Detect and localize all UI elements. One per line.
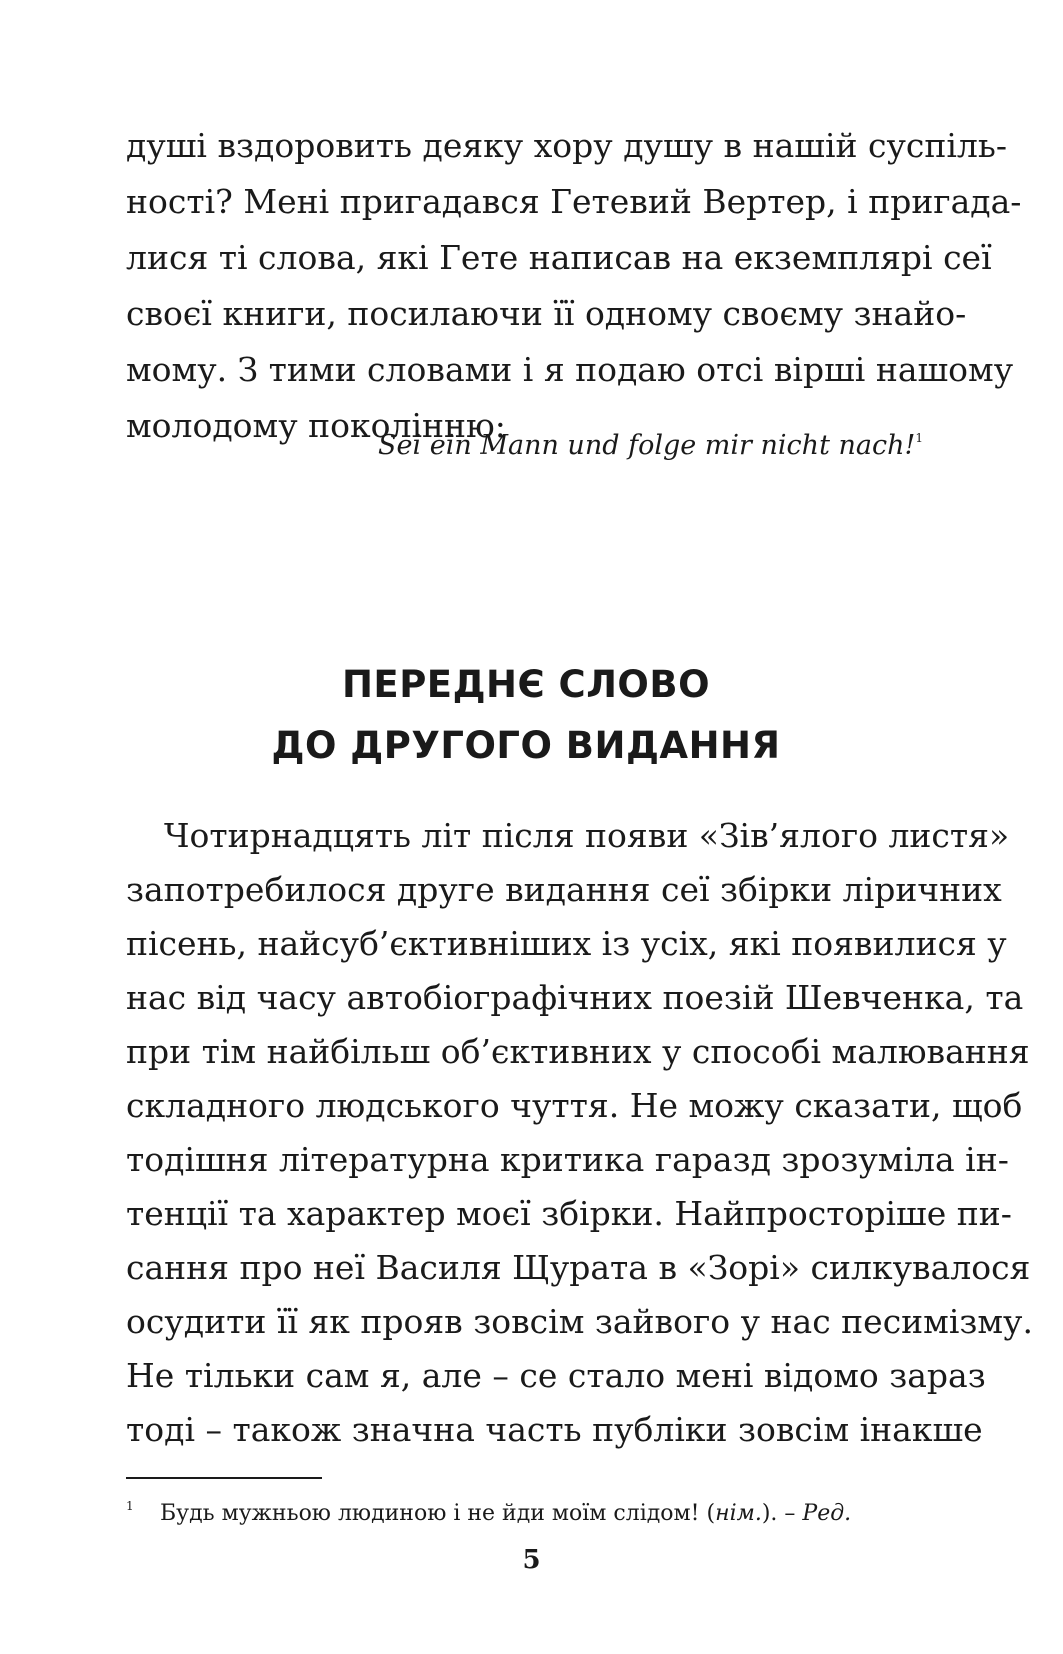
text-line: своєї книги, посилаючи її одному своєму знайо- [126, 294, 967, 333]
text-line: мому. З тими словами і я подаю отсі вірші нашому [126, 350, 1014, 389]
text-line: сання про неї Василя Щурата в «Зорі» силкувалося [126, 1248, 1031, 1287]
epigraph-footnote-mark: 1 [915, 431, 923, 445]
text-line: лися ті слова, які Гете написав на екземплярі сеї [126, 238, 992, 277]
footnote [126, 1488, 926, 1532]
text-line: Не тільки сам я, але – се стало мені відомо зараз [126, 1356, 986, 1395]
text-line: запотребилося друге видання сеї збірки ліричних [126, 870, 1002, 909]
epigraph [378, 418, 923, 466]
text-line: осудити її як прояв зовсім зайвого у нас песимізму. [126, 1302, 1033, 1341]
footnote-lang: нім. [715, 1501, 762, 1526]
text-line: Чотирнадцять літ після появи «Зів’ялого листя» [164, 816, 1010, 855]
footnote-text: Будь мужньою людиною і не йди моїм слідом! ( [160, 1501, 716, 1526]
text-line: тенції та характер моєї збірки. Найпросторіше пи- [126, 1194, 1012, 1233]
text-line: тоді – також значна часть публіки зовсім інакше [126, 1410, 983, 1449]
footnote-after-lang: ). – [761, 1501, 803, 1526]
text-line: молодому поколінню: [126, 406, 506, 445]
section-heading-line-2: ДО ДРУГОГО ВИДАННЯ [271, 724, 781, 767]
footnote-editor: Ред. [802, 1501, 852, 1526]
text-line: при тім найбільш об’єктивних у способі малювання [126, 1032, 1030, 1071]
footnote-divider [126, 1477, 322, 1479]
epigraph-text: Sei ein Mann und folge mir nicht nach! [378, 430, 916, 461]
text-line: нас від часу автобіографічних поезій Шевченка, та [126, 978, 1024, 1017]
text-line: душі вздоровить деяку хору душу в нашій суспіль- [126, 126, 1007, 165]
text-line: складного людського чуття. Не можу сказати, щоб [126, 1086, 1023, 1125]
text-line: ності? Мені пригадався Гетевий Вертер, і пригада- [126, 182, 1022, 221]
page-number: 5 [522, 1545, 541, 1575]
footnote-mark: 1 [126, 1499, 134, 1513]
text-line: тодішня літературна критика гаразд зрозуміла ін- [126, 1140, 1009, 1179]
text-line: пісень, найсуб’єктивніших із усіх, які появилися у [126, 924, 1007, 963]
section-heading-line-1: ПЕРЕДНЄ СЛОВО [341, 663, 711, 706]
